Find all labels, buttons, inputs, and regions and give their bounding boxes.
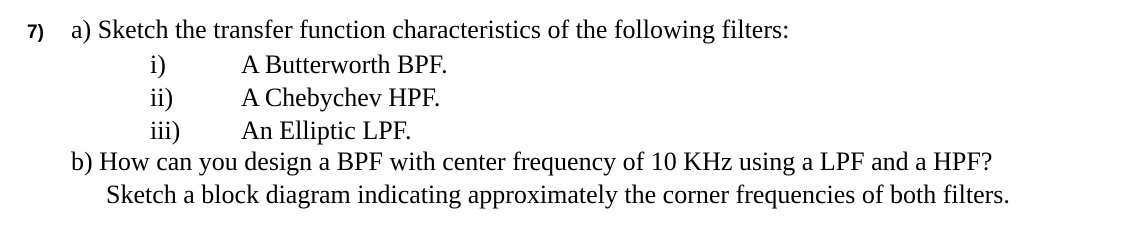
item-text: An Elliptic LPF. — [241, 116, 412, 145]
item-numeral: i) — [150, 50, 166, 79]
item-numeral: ii) — [150, 83, 174, 112]
item-numeral: iii) — [150, 116, 181, 145]
question-number: 7) — [27, 22, 44, 43]
part-b-prompt: b) How can you design a BPF with center frequency of 10 KHz using a LPF and a HPF? — [71, 147, 993, 176]
part-b-continuation: Sketch a block diagram indicating approximately the corner frequencies of both filters. — [106, 180, 1010, 209]
part-a-prompt: a) Sketch the transfer function characteristics of the following filters: — [71, 15, 790, 44]
item-text: A Chebychev HPF. — [241, 83, 441, 112]
item-text: A Butterworth BPF. — [241, 50, 448, 79]
